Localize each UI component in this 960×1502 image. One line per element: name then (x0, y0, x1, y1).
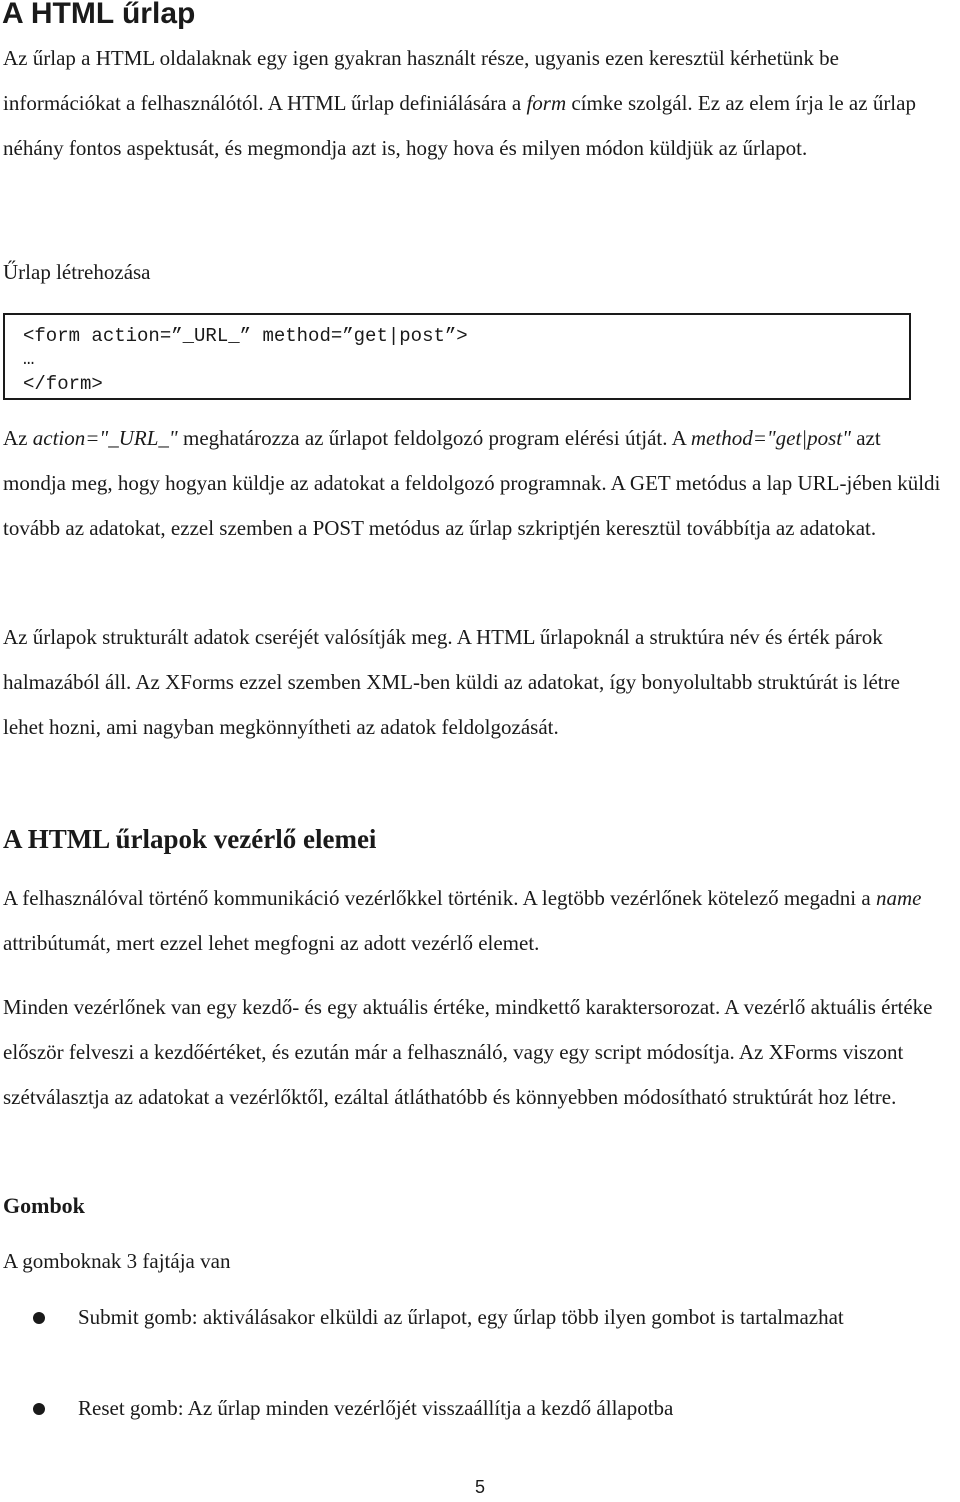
form-word: form (526, 91, 567, 115)
controls-paragraph-2: Minden vezérlőnek van egy kezdő- és egy aktuális értéke, mindkettő karaktersorozat. A vezérlő aktuális értéke először felveszi a kezdőértéket, és ezután már a felhasználó, vagy egy script módosítja. Az XForms viszont szétválasztja az adatokat a vezérlőktől, ezáltal átláthatóbb és könnyebben módosítható struktúrát hoz létre. (3, 995, 933, 1109)
structure-paragraph: Az űrlapok strukturált adatok cseréjét valósítják meg. A HTML űrlapoknál a struktúra név és érték párok halmazából áll. Az XForms ezzel szemben XML-ben küldi az adatokat, így bonyolultabb struktúrát is létre lehet hozni, ami nagyban megkönnyítheti az adatok feldolgozását. (3, 625, 900, 739)
page-number: 5 (474, 1477, 485, 1497)
controls-text-2: attribútumát, mert ezzel lehet megfogni az adott vezérlő elemet. (3, 931, 540, 955)
method-attr: method="get|post" (690, 426, 851, 450)
bullet-icon (33, 1403, 45, 1415)
intro-text-2: címke szolgál. Ez az elem írja le az űrlap néhány fontos aspektusát, és megmondja azt is, hogy hova és milyen módon küldjük az űrlapot. (3, 91, 916, 160)
explain-paragraph (3, 416, 943, 551)
code-line-3: </form> (23, 373, 103, 395)
buttons-heading: Gombok (3, 1193, 85, 1218)
code-line-2: … (23, 348, 35, 370)
list-item: Reset gomb: Az űrlap minden vezérlőjét visszaállítja a kezdő állapotba (78, 1396, 674, 1420)
intro-paragraph (3, 36, 943, 171)
list-item: Submit gomb: aktiválásakor elküldi az űrlapot, egy űrlap több ilyen gombot is tartalmazhat (78, 1305, 844, 1329)
explain-text-3: azt mondja meg, hogy hogyan küldje az adatokat a feldolgozó programnak. A GET metódus a lap URL-jében küldi tovább az adatokat, ezzel szemben a POST metódus az űrlap szkriptjén keresztül továbbítja az adatokat. (3, 426, 941, 540)
name-word: name (875, 886, 922, 910)
code-line-1: <form action=”_URL_” method=”get|post”> (23, 325, 468, 347)
create-form-label: Űrlap létrehozása (3, 260, 151, 284)
controls-heading: A HTML űrlapok vezérlő elemei (3, 824, 377, 854)
code-box (3, 313, 911, 400)
explain-text-1: Az (3, 426, 33, 450)
bullet-icon (33, 1312, 45, 1324)
buttons-intro: A gomboknak 3 fajtája van (3, 1249, 231, 1273)
page-title: A HTML űrlap (2, 0, 196, 30)
controls-paragraph-1 (3, 876, 943, 966)
explain-text-2: meghatározza az űrlapot feldolgozó program elérési útját. A (177, 426, 691, 450)
controls-text-1: A felhasználóval történő kommunikáció vezérlőkkel történik. A legtöbb vezérlőnek kötelező megadni a (3, 886, 876, 910)
action-attr: action="_URL_" (32, 426, 178, 450)
intro-text-1: Az űrlap a HTML oldalaknak egy igen gyakran használt része, ugyanis ezen keresztül kérhetünk be információkat a felhasználótól. A HTML űrlap definiálására a (3, 46, 839, 115)
